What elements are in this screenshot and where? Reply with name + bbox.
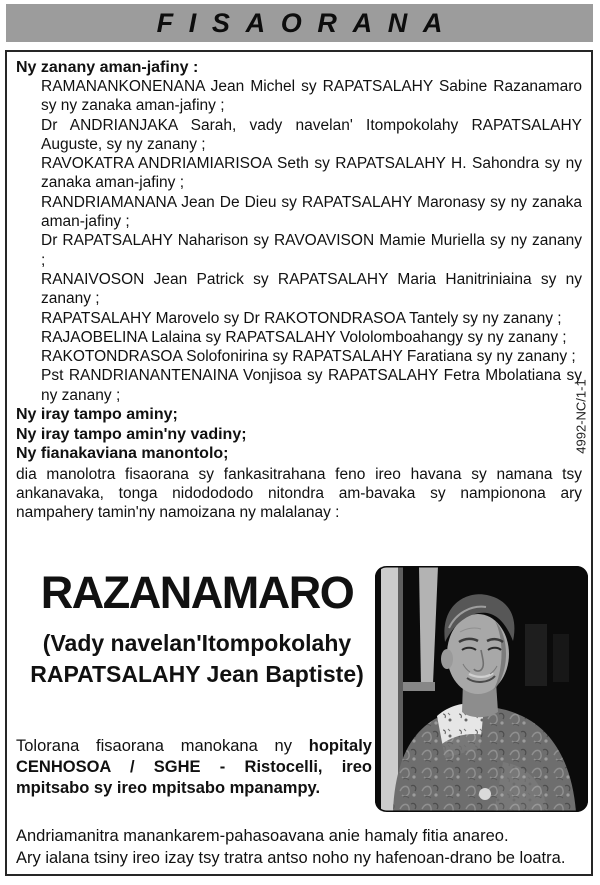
list-item: RAJAOBELINA Lalaina sy RAPATSALAHY Vololomboahangy sy ny zanany ;	[41, 328, 567, 346]
portrait-photo	[375, 566, 588, 812]
family-line: Ny fianakaviana manontolo;	[16, 445, 229, 463]
list-item: RAKOTONDRASOA Solofonirina sy RAPATSALAHY Faratiana sy ny zanany ;	[41, 348, 576, 366]
family-lines	[16, 405, 582, 464]
notice-body-box	[5, 50, 593, 876]
deceased-subtitle	[16, 628, 378, 690]
family-line: Ny iray tampo aminy;	[16, 406, 178, 424]
deceased-subtitle-line: (Vady navelan'Itompokolahy	[42, 630, 352, 657]
thanks-prefix: Tolorana fisaorana manokana ny	[16, 737, 309, 756]
thanks-suffix: .	[315, 779, 321, 798]
notice-reference-number: 4992-NC/1-1	[573, 379, 589, 454]
closing-line: Andriamanitra manankarem-pahasoavana anie hamaly fitia anareo.	[16, 827, 509, 845]
gratitude-paragraph: dia manolotra fisaorana sy fankasitrahana feno ireo havana sy namana tsy ankanavaka, tonga nidodododo nitondra am-bavaka sy nampionona ary nampahery tamin'ny namoizana ny malalanay :	[16, 465, 582, 522]
thanks-bold-part: hopitaly CENHOSOA / SGHE - Ristocelli, ireo mpitsabo sy ireo mpitsabo mpanampy	[16, 737, 372, 798]
closing-line: Ary ialana tsiny ireo izay tsy tratra antso noho ny hafenoan-drano be loatra.	[16, 848, 566, 867]
list-item: Dr ANDRIANJAKA Sarah, vady navelan' Itompokolahy RAPATSALAHY Auguste, sy ny zanany ;	[41, 116, 582, 153]
memorial-text-column	[16, 568, 378, 799]
children-list	[16, 77, 582, 405]
hospital-thanks-paragraph	[16, 736, 372, 799]
list-item: RANDRIAMANANA Jean De Dieu sy RAPATSALAHY Maronasy sy ny zanaka aman-jafiny ;	[41, 193, 582, 231]
deceased-name: RAZANAMARO	[40, 567, 354, 619]
list-item: Dr RAPATSALAHY Naharison sy RAVOAVISON Mamie Muriella sy ny zanany ;	[41, 232, 582, 269]
closing-lines	[16, 826, 582, 869]
page-title: FISAORANA	[156, 7, 459, 38]
list-item: RANAIVOSON Jean Patrick sy RAPATSALAHY Maria Hanitriniaina sy ny zanany ;	[41, 270, 582, 308]
deceased-subtitle-line: RAPATSALAHY Jean Baptiste)	[30, 661, 364, 688]
list-item: RAPATSALAHY Marovelo sy Dr RAKOTONDRASOA Tantely sy ny zanany ;	[41, 309, 562, 327]
portrait-photo-graphic	[375, 566, 588, 812]
list-item: RAMANANKONENANA Jean Michel sy RAPATSALAHY Sabine Razanamaro sy ny zanaka aman-jafiny ;	[41, 78, 582, 115]
list-item: Pst RANDRIANANTENAINA Vonjisoa sy RAPATSALAHY Fetra Mbolatiana sy ny zanany ;	[41, 367, 582, 404]
list-item: RAVOKATRA ANDRIAMIARISOA Seth sy RAPATSALAHY H. Sahondra sy ny zanaka aman-jafiny ;	[41, 155, 582, 192]
children-section-label: Ny zanany aman-jafiny :	[16, 59, 199, 76]
family-line: Ny iray tampo amin'ny vadiny;	[16, 425, 247, 443]
header-bar	[6, 4, 593, 42]
